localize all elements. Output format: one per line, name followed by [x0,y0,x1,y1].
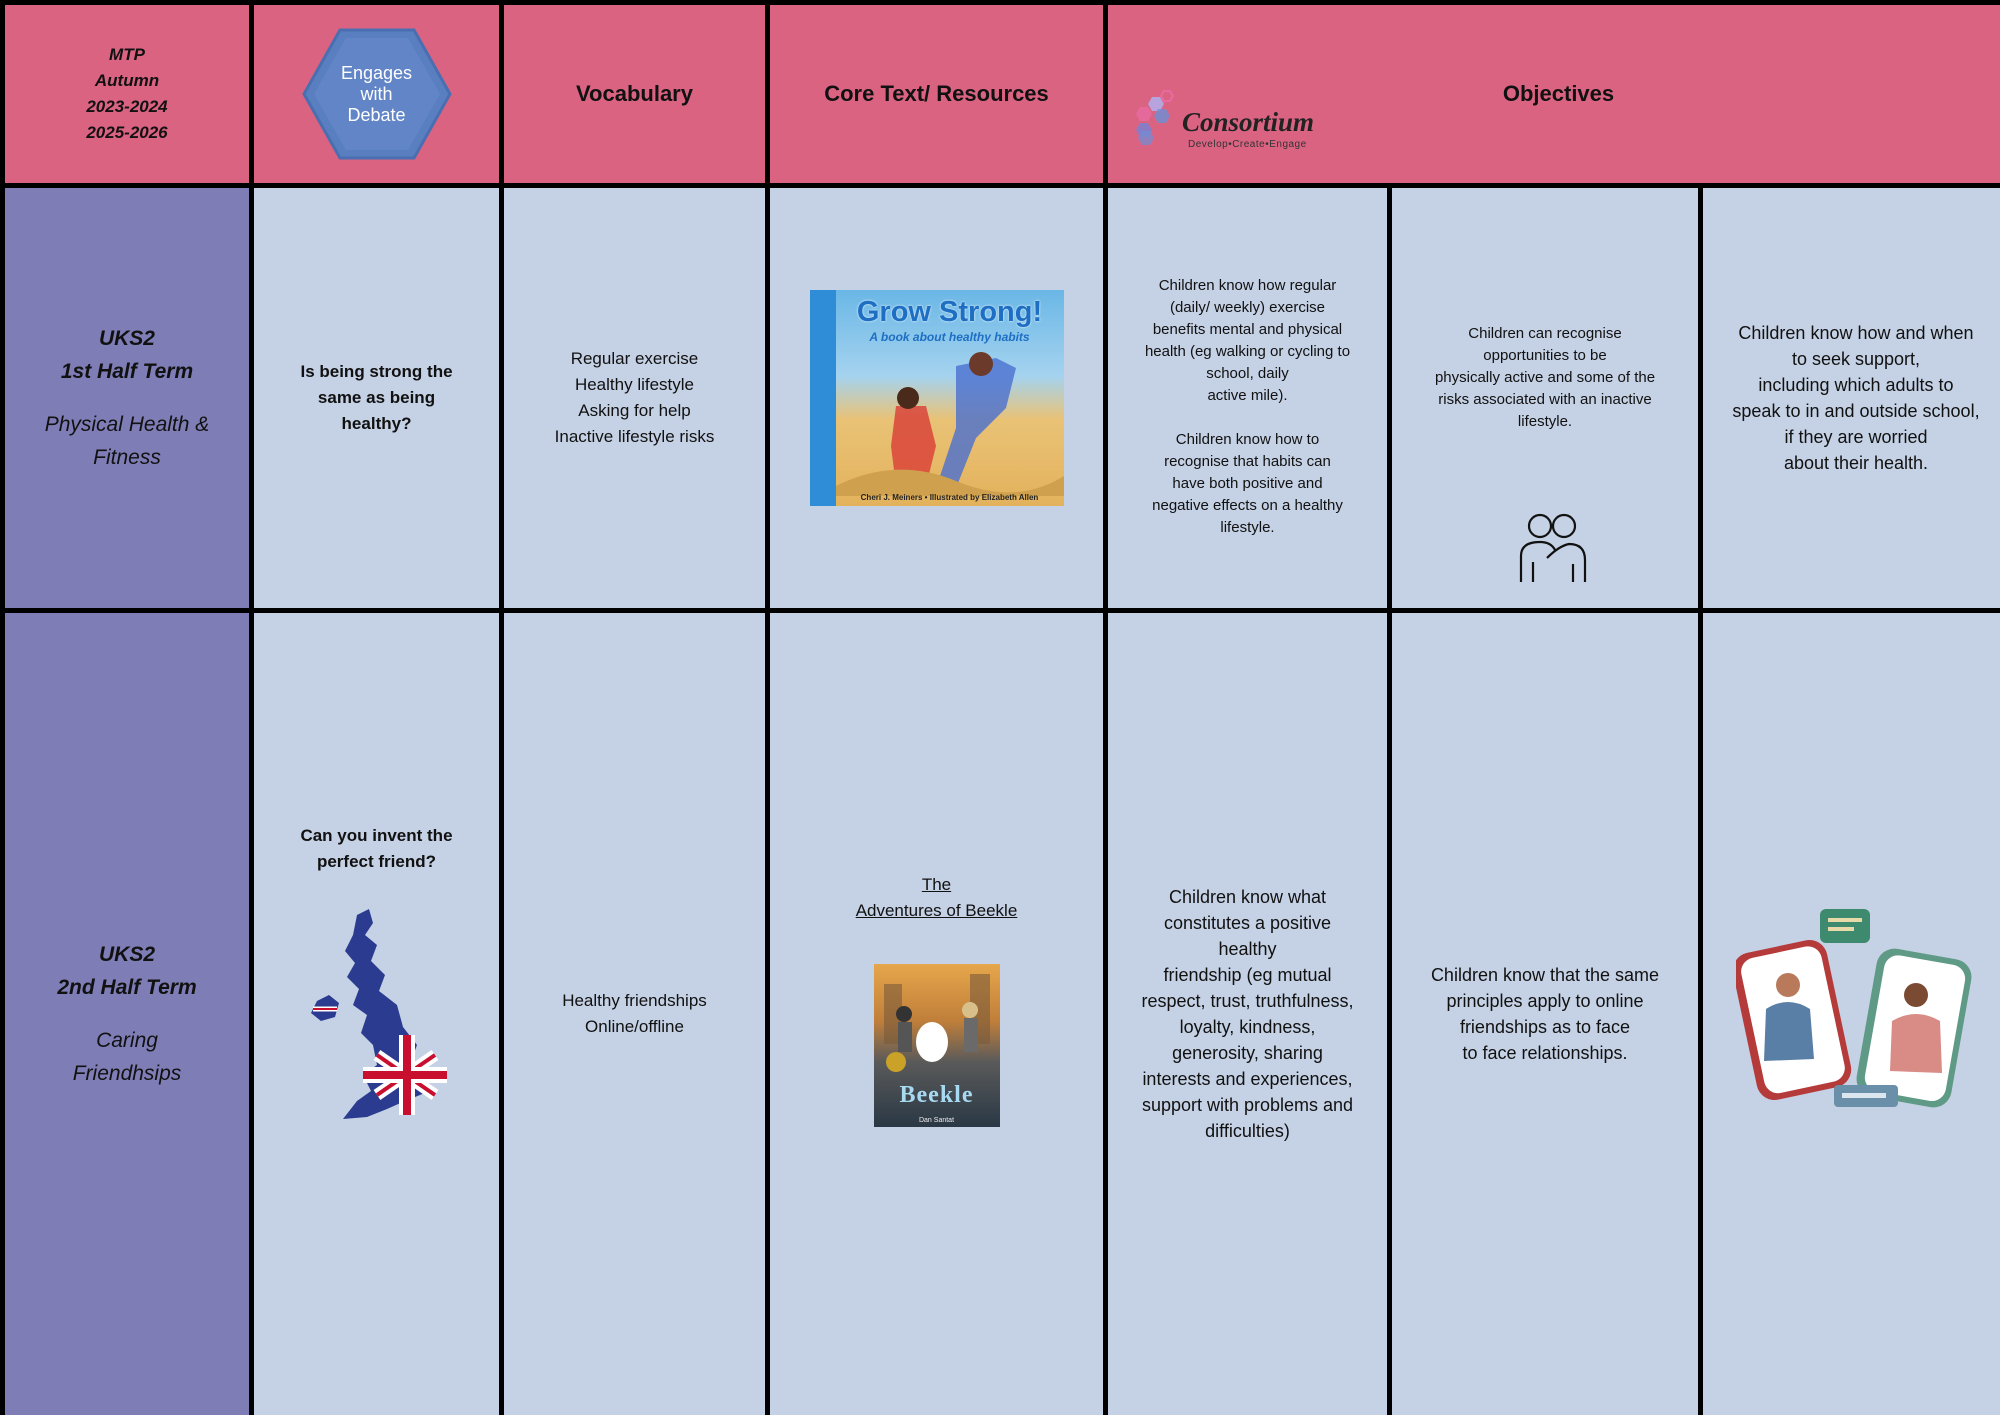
row1-objective2: Children can recognise opportunities to be physically active and some of the risks associated with an inactive lifestyle. [1434,325,1656,430]
hexagon-cluster-logo-icon [1130,87,1190,147]
row1-vocabulary: Regular exercise Healthy lifestyle Asking for help Inactive lifestyle risks [554,349,715,446]
row2-objective1-cell [1108,613,1387,1415]
book-authors: Cheri J. Meiners • Illustrated by Elizabeth Allen [860,493,1039,502]
row2-term-cell [5,613,249,1415]
row1-objective3: Children know how and when to seek support, including which adults to speak to in and outside school, if they are worried about their health. [1732,323,1980,473]
row2-objective1: Children know what constitutes a positive healthy friendship (eg mutual respect, trust, truthfulness, loyalty, kindness, generosity, sharing interests and experiences, support with problems and difficulties) [1141,887,1354,1141]
header-vocabulary-cell [504,5,765,183]
consortium-logo [1130,87,1315,157]
row1-term-cell [5,188,249,608]
row1-vocabulary-cell [504,188,765,608]
debate-badge-label: Engages with Debate [340,62,413,125]
header-core-text-cell [770,5,1103,183]
row1-objective2-cell [1392,188,1698,608]
header-mtp-cell [5,5,249,183]
row2-objective2-cell [1392,613,1698,1415]
two-people-support-icon [1507,510,1597,590]
vocabulary-heading: Vocabulary [576,81,693,106]
row2-image-cell [1703,613,2000,1415]
row2-term-title: UKS2 2nd Half Term [57,943,197,999]
row2-core-text-cell [770,613,1103,1415]
logo-tagline: Develop•Create•Engage [1188,139,1307,150]
header-debate-cell [254,5,499,183]
children-illustration-icon [836,346,1064,496]
core-text-heading: Core Text/ Resources [824,81,1049,106]
beekle-author: Dan Santat [918,1116,955,1124]
row1-term-title: UKS2 1st Half Term [60,327,194,383]
row2-core-text-title: The Adventures of Beekle [855,874,1018,920]
logo-wordmark: Consortium [1182,107,1315,137]
book-subtitle: A book about healthy habits [869,330,1030,344]
beekle-title: Beekle [899,1081,974,1108]
row2-topic: Caring Friendhsips [72,1029,182,1085]
row2-objective2: Children know that the same principles apply to online friendships as to face to face relationships. [1430,965,1660,1063]
row2-question: Can you invent the perfect friend? [300,826,453,871]
row1-question-cell [254,188,499,608]
video-call-phones-icon [1736,909,1976,1119]
row1-objective1-cell [1108,188,1387,608]
beekle-illustration-icon [874,964,1000,1074]
row1-question: Is being strong the same as being healthy? [300,362,453,433]
row1-objective3-cell [1703,188,2000,608]
grow-strong-book-cover [810,290,1064,506]
row2-question-cell [254,613,499,1415]
beekle-book-cover [874,964,1000,1127]
header-objectives-cell [1108,5,2000,183]
uk-flag-map-icon [307,905,447,1125]
row1-topic: Physical Health & Fitness [44,413,210,469]
row1-objective1: Children know how regular (daily/ weekly) exercise benefits mental and physical health (eg walking or cycling to school, daily active mile). Children know how to recognise that habits can have both positive and negative effects on a healthy lifestyle. [1144,277,1351,536]
row2-vocabulary: Healthy friendships Online/offline [562,991,707,1036]
book-title: Grow Strong! [856,296,1043,328]
row2-vocabulary-cell [504,613,765,1415]
row1-core-text-cell [770,188,1103,608]
hexagon-badge-icon [302,26,452,162]
objectives-heading: Objectives [1502,81,1615,106]
mtp-label: MTP Autumn 2023-2024 2025-2026 [86,45,168,142]
